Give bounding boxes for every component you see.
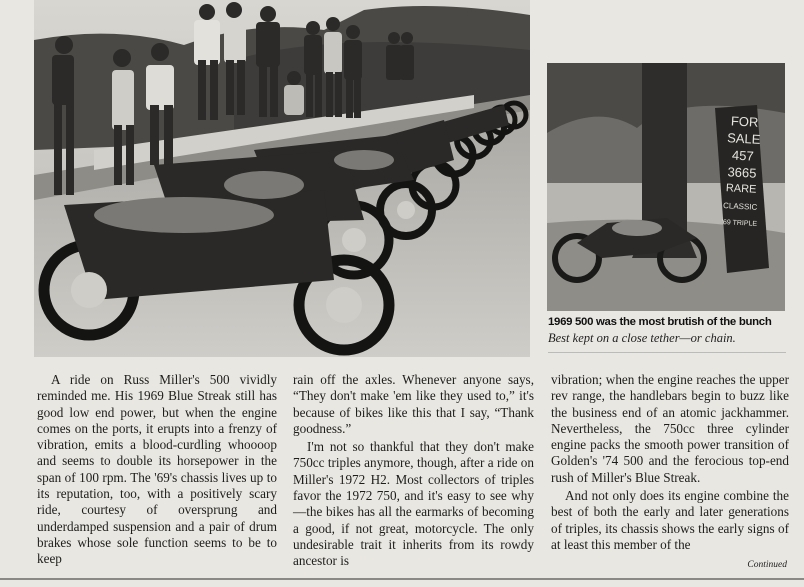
paragraph: vibration; when the engine reaches the upper rev range, the handlebars begin to buzz like the business end of an atomic jackhammer. Nevertheless, the 750cc three cylinder engine packs the smooth power transition of Golden's '74 500 and the ferocious top-end rush of Miller's Blue Streak. (551, 372, 789, 485)
for-sale-sign (717, 112, 767, 233)
sign-line: 457 (731, 147, 755, 164)
caption-divider (548, 352, 786, 353)
article-column-2 (293, 372, 534, 570)
page-bottom-rule (0, 578, 804, 580)
paragraph: I'm not so thankful that they don't make 750cc triples anymore, though, after a ride on Miller's 1972 H2. Most collectors of triples favor the 1972 750, and it's easy to see why—the bikes has all the earmarks of becoming a good, if not great, motorcycle. The only undesirable trait it inherits from its rowdy ancestor is (293, 439, 534, 569)
sign-line: CLASSIC (722, 201, 758, 212)
sign-line: SALE (726, 130, 761, 147)
photo-caption-subtitle: Best kept on a close tether—or chain. (548, 331, 736, 345)
paragraph: A ride on Russ Miller's 500 vividly reminded me. His 1969 Blue Streak still has good low end power, but when the engine comes on the ports, it erupts into a frenzy of vibration, emits a blood-curdling whoooop and seems to double its horsepower in the span of 100 rpm. The '69's chassis lives up to its reputation, too, with a positively scary ride, courtesy of oversprung and underdamped suspension and a pair of drum brakes whose sole function seems to be to keep (37, 372, 277, 567)
for-sale-motorcycle-photo (547, 63, 785, 311)
article-column-3 (551, 372, 789, 553)
article-column-1 (37, 372, 277, 568)
continued-label: Continued (747, 560, 787, 570)
sign-line: FOR (730, 113, 759, 130)
paragraph: And not only does its engine combine the best of both the early and later generations of triples, its chassis shows the early signs of at least this member of the (551, 488, 789, 552)
photo-caption-title: 1969 500 was the most brutish of the bunch (548, 316, 772, 328)
sign-line: RARE (725, 182, 757, 196)
sign-line: '69 TRIPLE (721, 219, 758, 228)
paragraph: rain off the axles. Whenever anyone says, “They don't make 'em like they used to,” it's because of bikes like this that I say, “Thank goodness.” (293, 372, 534, 436)
motorcycle-lineup-photo (34, 0, 530, 357)
sign-line: 3665 (727, 164, 757, 181)
